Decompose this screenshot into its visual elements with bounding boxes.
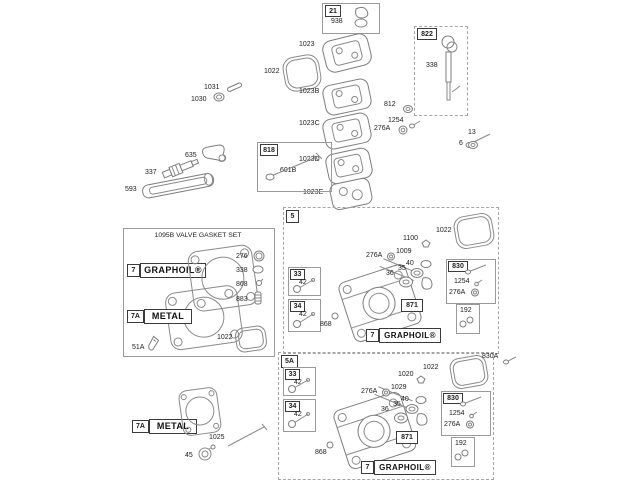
valve-cover-1023-icon bbox=[320, 30, 374, 76]
ref-21: 21 bbox=[325, 5, 341, 17]
graphoil-tag-h1: GRAPHOIL® bbox=[379, 328, 441, 343]
part-276A-h2-label: 276A bbox=[361, 388, 378, 395]
part-1022-kit-label: 1022 bbox=[217, 334, 233, 341]
part-868-h2-label: 868 bbox=[315, 449, 327, 456]
part-337-label: 337 bbox=[145, 169, 157, 176]
part-635-label: 635 bbox=[185, 152, 197, 159]
ref-5: 5 bbox=[286, 210, 299, 223]
graphoil-tag-h2: GRAPHOIL® bbox=[374, 460, 436, 475]
guard-593-icon bbox=[138, 168, 220, 202]
part-276A-mid-label: 276A bbox=[374, 125, 391, 132]
part-1022-h2-label: 1022 bbox=[423, 364, 439, 371]
ring-45-icon bbox=[196, 444, 216, 462]
head-gasket-ring-h1-icon bbox=[451, 211, 497, 251]
seal-276A-hw-h2-icon bbox=[465, 420, 475, 429]
ref-7A-bottom: 7A bbox=[132, 420, 149, 433]
part-868-h1-label: 868 bbox=[320, 321, 332, 328]
part-883-label: 883 bbox=[236, 296, 248, 303]
seal-276A-hw-h1-icon bbox=[470, 288, 480, 297]
part-1025-label: 1025 bbox=[209, 434, 225, 441]
part-276A-h1-label: 276A bbox=[366, 252, 383, 259]
nut-1030-icon bbox=[213, 92, 226, 103]
metal-tag-bottom: METAL bbox=[149, 419, 197, 434]
kit-cover-gasket-icon bbox=[233, 324, 269, 354]
part-1031-label: 1031 bbox=[204, 84, 220, 91]
part-40-h2-label: 40 bbox=[401, 396, 409, 403]
part-1009-label: 1009 bbox=[396, 248, 412, 255]
part-6-label: 6 bbox=[459, 140, 463, 147]
ref-830-h2: 830 bbox=[443, 393, 463, 404]
seals-192-h2-icon bbox=[453, 448, 471, 462]
spring-stack-h2-icon bbox=[388, 392, 430, 430]
nut-1100-icon bbox=[421, 239, 431, 248]
part-13-label: 13 bbox=[468, 129, 476, 136]
part-1022-cover-gasket-label: 1022 bbox=[264, 68, 280, 75]
valve-icon-h2a bbox=[285, 376, 313, 393]
part-1023D-label: 1023D bbox=[299, 156, 320, 163]
part-1254-label: 1254 bbox=[388, 117, 404, 124]
metal-head-gasket-icon bbox=[176, 386, 224, 438]
ref-818: 818 bbox=[260, 144, 278, 156]
part-338-label: 338 bbox=[426, 62, 438, 69]
screw-830-h2-icon bbox=[459, 394, 485, 407]
nut-1020-icon bbox=[416, 375, 426, 384]
metal-tag: METAL bbox=[144, 309, 192, 324]
gasket-kit-title: 1095B VALVE GASKET SET bbox=[154, 232, 242, 239]
seal-868-kit-icon bbox=[255, 278, 264, 288]
oring-276-icon bbox=[252, 250, 266, 262]
part-1029-label: 1029 bbox=[391, 384, 407, 391]
screw-1254-h2-icon bbox=[469, 410, 479, 418]
valve-icon-h2b bbox=[285, 409, 313, 428]
part-1023C-label: 1023C bbox=[299, 120, 320, 127]
washer-812-icon bbox=[403, 105, 414, 114]
washer-6-icon bbox=[468, 141, 479, 150]
screw-1254-h1-icon bbox=[474, 278, 484, 286]
part-276A-hw-h2-label: 276A bbox=[444, 421, 461, 428]
ref-192-h2: 192 bbox=[455, 440, 467, 447]
part-1254-h1-label: 1254 bbox=[454, 278, 470, 285]
part-593-label: 593 bbox=[125, 186, 137, 193]
part-36-h1-label: 36 bbox=[386, 270, 394, 277]
part-40-h1-label: 40 bbox=[406, 260, 414, 267]
part-1023-label: 1023 bbox=[299, 41, 315, 48]
ref-7A: 7A bbox=[127, 310, 144, 323]
part-868-kit-label: 868 bbox=[236, 281, 248, 288]
part-42-h2b-label: 42 bbox=[294, 411, 302, 418]
ref-7: 7 bbox=[127, 264, 140, 277]
part-1022-h1-label: 1022 bbox=[436, 227, 452, 234]
part-35-h2-label: 35 bbox=[393, 401, 401, 408]
part-1020-label: 1020 bbox=[398, 371, 414, 378]
ref-7-h2: 7 bbox=[361, 461, 374, 474]
ref-871-h1: 871 bbox=[401, 299, 423, 312]
part-812-label: 812 bbox=[384, 101, 396, 108]
part-830A-label: 830A bbox=[482, 353, 499, 360]
screw-601B-icon bbox=[263, 149, 325, 183]
ref-822: 822 bbox=[417, 28, 437, 40]
part-938-label: 938 bbox=[331, 18, 343, 25]
seal-338-icon bbox=[252, 265, 265, 274]
resistor-plug-icon bbox=[438, 34, 460, 106]
part-338-kit-label: 338 bbox=[236, 267, 248, 274]
ref-33-h2: 33 bbox=[285, 369, 300, 380]
screw-1254-icon bbox=[409, 118, 422, 128]
part-1023B-label: 1023B bbox=[299, 88, 320, 95]
part-1254-h2-label: 1254 bbox=[449, 410, 465, 417]
valve-icon-h1b bbox=[290, 309, 318, 328]
clip-51A-icon bbox=[146, 335, 162, 353]
breather-valve-icon bbox=[350, 5, 374, 29]
ref-830-h1: 830 bbox=[448, 261, 468, 272]
seal-276A-mid-icon bbox=[398, 125, 409, 135]
part-1030-label: 1030 bbox=[191, 96, 207, 103]
part-35-h1-label: 35 bbox=[398, 265, 406, 272]
stud-1025-icon bbox=[222, 421, 268, 451]
part-36-h2-label: 36 bbox=[381, 406, 389, 413]
ref-871-h2: 871 bbox=[396, 431, 418, 444]
part-42-h1a-label: 42 bbox=[299, 279, 307, 286]
part-276A-hw-h1-label: 276A bbox=[449, 289, 466, 296]
valve-icon-h1a bbox=[290, 276, 318, 293]
valve-cover-1023E-icon bbox=[328, 177, 374, 211]
graphoil-tag: GRAPHOIL® bbox=[140, 263, 206, 278]
ref-5A: 5A bbox=[281, 355, 298, 368]
part-601B-label: 601B bbox=[280, 167, 297, 174]
ref-33-h1: 33 bbox=[290, 269, 305, 280]
spring-stack-h1-icon bbox=[393, 256, 435, 294]
screw-830-h1-icon bbox=[464, 262, 490, 275]
part-45-label: 45 bbox=[185, 452, 193, 459]
terminal-635-icon bbox=[199, 142, 229, 164]
ref-34-h2: 34 bbox=[285, 401, 300, 412]
part-42-h2a-label: 42 bbox=[294, 379, 302, 386]
screw-830A-icon bbox=[503, 354, 519, 365]
stud-1031-icon bbox=[226, 81, 244, 93]
ref-34-h1: 34 bbox=[290, 301, 305, 312]
part-1100-label: 1100 bbox=[403, 235, 419, 242]
ref-192-h1: 192 bbox=[460, 307, 472, 314]
part-51A-label: 51A bbox=[132, 344, 145, 351]
ref-7-h1: 7 bbox=[366, 329, 379, 342]
part-42-h1b-label: 42 bbox=[299, 311, 307, 318]
plug-883-icon bbox=[252, 290, 264, 306]
part-1023E-label: 1023E bbox=[303, 189, 324, 196]
seals-192-h1-icon bbox=[458, 315, 476, 329]
part-276-label: 276 bbox=[236, 253, 248, 260]
